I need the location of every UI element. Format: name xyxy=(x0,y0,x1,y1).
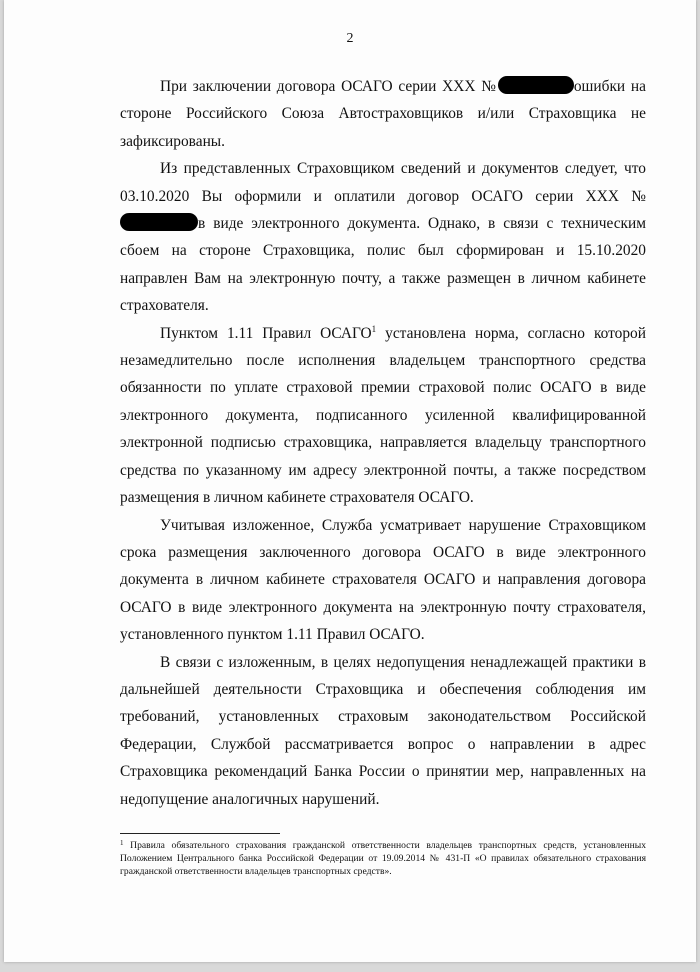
footnote-reference: 1 xyxy=(371,323,377,334)
paragraph-4: Учитывая изложенное, Служба усматривает нарушение Страховщиком срока размещения заключенного договора ОСАГО в виде электронного документа в личном кабинете страхователя ОСАГО и направления договора ОСАГО в виде электронного документа на электронную почту страхователя, установленного пунктом 1.11 Правил ОСАГО. xyxy=(120,516,646,644)
paragraph-3-start: Пунктом 1.11 Правил ОСАГО xyxy=(160,324,372,342)
paragraph-2-end: в виде электронного документа. Однако, в связи с техническим сбоем на стороне Страховщика, полис был сформирован и 15.10.2020 направлен Вам на электронную почту, а также размещен в личном кабинете страхователя. xyxy=(120,215,646,315)
paragraph-2-start: Из представленных Страховщиком сведений и документов следует, что 03.10.2020 Вы оформили и оплатили договор ОСАГО серии ХХХ № xyxy=(120,160,646,205)
page-number: 2 xyxy=(346,31,354,46)
paragraph-2 xyxy=(120,155,646,319)
letter-body xyxy=(120,73,646,813)
paragraph-1-end: ошибки на стороне Российского Союза Автостраховщиков и/или Страховщика не зафиксированы. xyxy=(120,78,646,150)
paragraph-3-end: установлена норма, согласно которой незамедлительно после исполнения владельцем транспортного средства обязанности по уплате страховой премии страховой полис ОСАГО в виде электронного документа, подписанного усиленной квалифицированной электронной подписью страховщика, направляется владельцу транспортного средства по указанному им адресу электронной почты, а также посредством размещения в личном кабинете страхователя ОСАГО. xyxy=(120,324,646,507)
document-page xyxy=(4,0,696,962)
footnote xyxy=(120,839,646,879)
paragraph-1-start: При заключении договора ОСАГО серии ХХХ № xyxy=(160,78,498,95)
footnote-marker: 1 xyxy=(120,839,124,847)
redacted-policy-number xyxy=(498,76,574,94)
footnote-text: Правила обязательного страхования гражданской ответственности владельцев транспортных средств, установленных Положением Центрального банка Российской Федерации от 19.09.2014 № 431-П «О правилах обязательного страхования гражданской ответственности владельцев транспортных средств». xyxy=(120,840,646,878)
paragraph-1 xyxy=(120,73,646,155)
paragraph-3 xyxy=(120,320,646,512)
paragraph-5: В связи с изложенным, в целях недопущения ненадлежащей практики в дальнейшей деятельности Страховщика и обеспечения соблюдения им требований, установленных страховым законодательством Российской Федерации, Службой рассматривается вопрос о направлении в адрес Страховщика рекомендаций Банка России о принятии мер, направленных на недопущение аналогичных нарушений. xyxy=(120,653,646,808)
footnote-divider xyxy=(120,833,280,834)
redacted-policy-number xyxy=(120,213,198,231)
